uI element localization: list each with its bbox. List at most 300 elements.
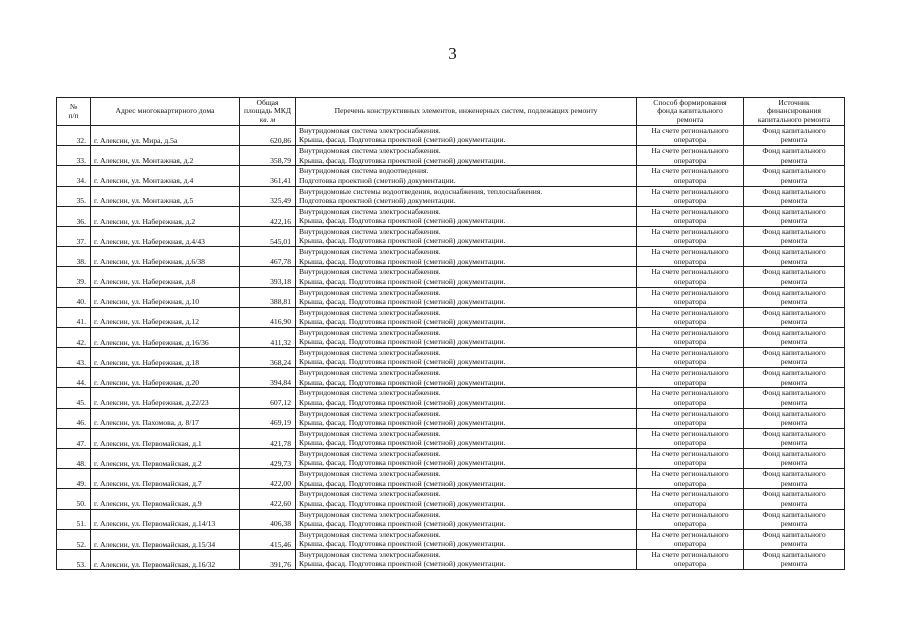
row-source [744,469,845,489]
row-works-line: Крыша, фасад. Подготовка проектной (сметной) документации. [299,337,506,347]
header-method-line: ремонта [676,114,704,124]
row-number: 38. [57,247,91,267]
row-area: 422,16 [240,206,296,226]
row-works [296,529,637,549]
row-area: 411,32 [240,327,296,347]
row-works-line: Внутридомовая система электроснабжения. [299,267,441,277]
row-source [744,549,845,569]
row-area: 422,60 [240,489,296,509]
row-works-line: Внутридомовая система электроснабжения. [299,226,441,236]
row-method [637,368,744,388]
row-works [296,186,637,206]
row-works-line: Внутридомовая система электроснабжения. [299,247,441,257]
row-address: г. Алексин, ул. Мира, д.5а [91,126,240,146]
row-works-line: Крыша, фасад. Подготовка проектной (сметной) документации. [299,518,506,528]
row-works-line: Крыша, фасад. Подготовка проектной (сметной) документации. [299,418,506,428]
row-method [637,408,744,428]
row-works [296,348,637,368]
header-num-line: № [69,102,78,112]
row-works [296,287,637,307]
row-method-line: оператора [673,357,707,367]
row-works-line: Внутридомовая система электроснабжения. [299,348,441,358]
row-source [744,449,845,469]
row-area: 394,84 [240,368,296,388]
row-method-line: На счете регионального [651,469,729,479]
table-row [57,146,845,166]
row-works-line: Крыша, фасад. Подготовка проектной (сметной) документации. [299,478,506,488]
row-source-line: Фонд капитального [762,247,826,257]
header-num [57,98,91,126]
page-number: 3 [448,44,457,63]
row-number: 33. [57,146,91,166]
row-area: 406,38 [240,509,296,529]
row-address: г. Алексин, ул. Набережная, д.10 [91,287,240,307]
table-row [57,529,845,549]
row-source-line: Фонд капитального [762,388,826,398]
row-source-line: ремонта [780,175,808,185]
table-row [57,267,845,287]
row-method-line: На счете регионального [651,388,729,398]
row-method-line: оператора [673,438,707,448]
row-method-line: оператора [673,539,707,549]
row-method-line: На счете регионального [651,549,729,559]
row-number: 41. [57,307,91,327]
row-method-line: На счете регионального [651,307,729,317]
row-number: 53. [57,549,91,569]
table-row [57,388,845,408]
row-works [296,509,637,529]
row-method [637,529,744,549]
row-source-line: ремонта [780,539,808,549]
row-method-line: На счете регионального [651,449,729,458]
row-method-line: На счете регионального [651,247,729,257]
row-works-line: Внутридомовая система электроснабжения. [299,408,441,418]
row-method-line: На счете регионального [651,166,729,176]
row-works-line: Крыша, фасад. Подготовка проектной (сметной) документации. [299,256,506,266]
row-area: 429,73 [240,449,296,469]
row-number: 32. [57,126,91,146]
row-number: 48. [57,449,91,469]
table-row [57,186,845,206]
row-source-line: ремонта [780,478,808,488]
header-method-line: Способ формирования [653,97,727,107]
row-method-line: На счете регионального [651,428,729,438]
row-area: 415,46 [240,529,296,549]
row-method-line: оператора [673,337,707,347]
row-source-line: Фонд капитального [762,267,826,277]
row-method-line: оператора [673,296,707,306]
row-number: 37. [57,226,91,246]
row-method-line: На счете регионального [651,509,729,519]
row-method [637,166,744,186]
row-source [744,388,845,408]
row-method [637,348,744,368]
row-address: г. Алексин, ул. Первомайская, д.7 [91,469,240,489]
row-area: 467,78 [240,247,296,267]
row-source-line: Фонд капитального [762,327,826,337]
row-source-line: ремонта [780,216,808,226]
header-works: Перечень конструктивных элементов, инженерных систем, подлежащих ремонту [296,98,637,126]
row-method [637,549,744,569]
row-works [296,549,637,569]
table-row [57,166,845,186]
row-address: г. Алексин, ул. Набережная, д.2 [91,206,240,226]
row-method-line: оператора [673,135,707,145]
table-row [57,206,845,226]
row-source-line: Фонд капитального [762,287,826,297]
table-row [57,549,845,569]
row-source-line: ремонта [780,317,808,327]
row-method [637,146,744,166]
row-method [637,469,744,489]
row-area: 368,24 [240,348,296,368]
header-address: Адрес многоквартирного дома [91,98,240,126]
row-source-line: ремонта [780,337,808,347]
row-source [744,287,845,307]
row-works [296,489,637,509]
row-address: г. Алексин, ул. Первомайская, д.14/13 [91,509,240,529]
table-row [57,449,845,469]
header-area [240,98,296,126]
row-method [637,428,744,448]
row-area: 620,86 [240,126,296,146]
row-source-line: ремонта [780,135,808,145]
row-source [744,226,845,246]
row-method-line: оператора [673,458,707,468]
row-source-line: Фонд капитального [762,226,826,236]
row-address: г. Алексин, ул. Первомайская, д.9 [91,489,240,509]
row-address: г. Алексин, ул. Монтажная, д.4 [91,166,240,186]
table-header-row [57,98,845,126]
row-works-line: Крыша, фасад. Подготовка проектной (сметной) документации. [299,296,506,306]
row-works [296,469,637,489]
row-source-line: Фонд капитального [762,549,826,559]
row-works-line: Крыша, фасад. Подготовка проектной (сметной) документации. [299,539,506,549]
row-works-line: Внутридомовая система электроснабжения. [299,126,441,135]
table-row [57,247,845,267]
row-source-line: ремонта [780,357,808,367]
row-method-line: На счете регионального [651,529,729,539]
header-method [637,98,744,126]
row-area: 361,41 [240,166,296,186]
row-source [744,186,845,206]
header-num-line: п/п [68,110,79,120]
row-works [296,166,637,186]
table-row [57,226,845,246]
row-works-line: Внутридомовая система электроснабжения. [299,206,441,216]
row-source [744,126,845,146]
row-method-line: оператора [673,236,707,246]
row-method-line: На счете регионального [651,206,729,216]
row-method-line: На счете регионального [651,368,729,378]
row-method-line: На счете регионального [651,489,729,499]
row-method-line: На счете регионального [651,267,729,277]
row-area: 416,90 [240,307,296,327]
row-method-line: оператора [673,276,707,286]
header-source-line: финансирования [767,106,821,116]
row-method [637,247,744,267]
row-method [637,126,744,146]
row-works-line: Крыша, фасад. Подготовка проектной (сметной) документации. [299,377,506,387]
row-source-line: Фонд капитального [762,307,826,317]
header-area-unit: кв. м [259,114,276,124]
table-row [57,428,845,448]
row-address: г. Алексин, ул. Набережная, д.16/36 [91,327,240,347]
row-source-line: ремонта [780,377,808,387]
row-works [296,368,637,388]
row-source-line: ремонта [780,559,808,569]
row-works [296,449,637,469]
table-row [57,408,845,428]
row-source-line: ремонта [780,458,808,468]
row-method-line: оператора [673,155,707,165]
row-number: 50. [57,489,91,509]
row-works [296,206,637,226]
row-works-line: Внутридомовая система электроснабжения. [299,287,441,297]
header-source-line: капитального ремонта [757,114,831,124]
row-works-line: Внутридомовая система электроснабжения. [299,489,441,499]
row-number: 35. [57,186,91,206]
header-area-line: площадь МКД [243,106,292,116]
row-number: 51. [57,509,91,529]
row-works [296,388,637,408]
row-source [744,247,845,267]
row-method-line: оператора [673,256,707,266]
row-number: 43. [57,348,91,368]
row-works-line: Крыша, фасад. Подготовка проектной (сметной) документации. [299,236,506,246]
row-area: 545,01 [240,226,296,246]
row-address: г. Алексин, ул. Первомайская, д.15/34 [91,529,240,549]
row-source-line: ремонта [780,498,808,508]
row-number: 46. [57,408,91,428]
row-method [637,307,744,327]
row-source-line: ремонта [780,418,808,428]
row-address: г. Алексин, ул. Набережная, д.8 [91,267,240,287]
table-row [57,307,845,327]
row-address: г. Алексин, ул. Монтажная, д.2 [91,146,240,166]
row-source-line: ремонта [780,397,808,407]
row-area: 393,18 [240,267,296,287]
row-source [744,146,845,166]
row-works [296,327,637,347]
row-area: 421,78 [240,428,296,448]
row-method [637,206,744,226]
row-works-line: Внутридомовая система электроснабжения. [299,388,441,398]
row-method-line: На счете регионального [651,126,729,135]
row-area: 388,81 [240,287,296,307]
table-row [57,469,845,489]
row-works [296,267,637,287]
row-address: г. Алексин, ул. Набережная, д.12 [91,307,240,327]
row-source [744,267,845,287]
row-number: 44. [57,368,91,388]
row-works-line: Крыша, фасад. Подготовка проектной (сметной) документации. [299,276,506,286]
row-works-line: Внутридомовая система электроснабжения. [299,529,441,539]
row-source [744,348,845,368]
row-source-line: Фонд капитального [762,126,826,135]
row-method-line: оператора [673,518,707,528]
table-row [57,368,845,388]
row-works-line: Крыша, фасад. Подготовка проектной (сметной) документации. [299,498,506,508]
row-works [296,247,637,267]
row-number: 42. [57,327,91,347]
row-works-line: Крыша, фасад. Подготовка проектной (сметной) документации. [299,559,506,569]
row-area: 325,49 [240,186,296,206]
row-works [296,428,637,448]
row-method-line: На счете регионального [651,287,729,297]
row-address: г. Алексин, ул. Первомайская, д.2 [91,449,240,469]
row-address: г. Алексин, ул. Набережная, д.4/43 [91,226,240,246]
row-source-line: ремонта [780,276,808,286]
row-source-line: ремонта [780,236,808,246]
row-address: г. Алексин, ул. Первомайская, д.1 [91,428,240,448]
row-area: 391,76 [240,549,296,569]
row-source-line: ремонта [780,518,808,528]
row-works-line: Крыша, фасад. Подготовка проектной (сметной) документации. [299,397,506,407]
row-method [637,388,744,408]
row-source [744,206,845,226]
row-source-line: ремонта [780,256,808,266]
row-address: г. Алексин, ул. Первомайская, д.16/32 [91,549,240,569]
row-source [744,529,845,549]
row-method [637,267,744,287]
row-number: 39. [57,267,91,287]
row-address: г. Алексин, ул. Пахомова, д. 8/17 [91,408,240,428]
row-works-line: Крыша, фасад. Подготовка проектной (сметной) документации. [299,317,506,327]
row-method [637,287,744,307]
row-method-line: оператора [673,559,707,569]
row-source-line: Фонд капитального [762,408,826,418]
table-row [57,126,845,146]
row-source-line: Фонд капитального [762,449,826,458]
row-number: 34. [57,166,91,186]
row-works-line: Крыша, фасад. Подготовка проектной (сметной) документации. [299,458,506,468]
row-source-line: ремонта [780,155,808,165]
row-works-line: Внутридомовая система электроснабжения. [299,327,441,337]
row-works-line: Внутридомовая система электроснабжения. [299,549,441,559]
row-area: 358,79 [240,146,296,166]
header-area-line: Общая [256,97,279,107]
row-works [296,146,637,166]
row-number: 49. [57,469,91,489]
repair-program-table [56,97,845,570]
row-source [744,428,845,448]
row-source [744,307,845,327]
row-method-line: На счете регионального [651,408,729,418]
table-body [57,126,845,570]
row-method [637,327,744,347]
row-works-line: Внутридомовые системы водоотведения, водоснабжения, теплоснабжения. [299,186,543,196]
table-row [57,327,845,347]
row-method-line: оператора [673,377,707,387]
row-source-line: Фонд капитального [762,206,826,216]
row-area: 422,00 [240,469,296,489]
row-address: г. Алексин, ул. Набережная, д.20 [91,368,240,388]
row-source-line: Фонд капитального [762,348,826,358]
row-source [744,327,845,347]
row-source-line: Фонд капитального [762,489,826,499]
row-method-line: На счете регионального [651,327,729,337]
header-method-line: фонда капитального [657,106,723,116]
row-number: 45. [57,388,91,408]
row-works-line: Внутридомовая система электроснабжения. [299,368,441,378]
row-source-line: Фонд капитального [762,469,826,479]
table-row [57,348,845,368]
row-works-line: Внутридомовая система электроснабжения. [299,307,441,317]
row-works-line: Крыша, фасад. Подготовка проектной (сметной) документации. [299,438,506,448]
row-method-line: оператора [673,498,707,508]
row-method-line: оператора [673,397,707,407]
row-number: 52. [57,529,91,549]
table-row [57,509,845,529]
row-method-line: На счете регионального [651,348,729,358]
row-method [637,449,744,469]
row-method-line: оператора [673,418,707,428]
row-source-line: Фонд капитального [762,368,826,378]
row-method [637,489,744,509]
row-number: 40. [57,287,91,307]
header-source-line: Источник [778,97,810,107]
row-works-line: Крыша, фасад. Подготовка проектной (сметной) документации. [299,135,506,145]
row-source [744,408,845,428]
row-number: 47. [57,428,91,448]
row-source-line: ремонта [780,195,808,205]
row-works [296,226,637,246]
row-source [744,509,845,529]
row-address: г. Алексин, ул. Набережная, д.22/23 [91,388,240,408]
row-method-line: На счете регионального [651,146,729,156]
row-works-line: Крыша, фасад. Подготовка проектной (сметной) документации. [299,155,506,165]
row-source-line: ремонта [780,296,808,306]
row-method [637,509,744,529]
row-method-line: оператора [673,478,707,488]
row-works [296,307,637,327]
row-source-line: Фонд капитального [762,146,826,156]
row-source [744,489,845,509]
row-works-line: Внутридомовая система электроснабжения. [299,469,441,479]
row-method-line: оператора [673,195,707,205]
row-works-line: Внутридомовая система электроснабжения. [299,449,441,458]
row-method [637,186,744,206]
row-address: г. Алексин, ул. Набережная, д.18 [91,348,240,368]
row-method-line: оператора [673,317,707,327]
row-source-line: Фонд капитального [762,509,826,519]
row-works-line: Внутридомовая система электроснабжения. [299,509,441,519]
row-works-line: Крыша, фасад. Подготовка проектной (сметной) документации. [299,216,506,226]
row-source-line: Фонд капитального [762,529,826,539]
row-works [296,126,637,146]
table-row [57,489,845,509]
row-works-line: Внутридомовая система электроснабжения. [299,428,441,438]
row-works-line: Подготовка проектной (сметной) документации. [299,175,456,185]
row-works-line: Внутридомовая система водоотведения. [299,166,429,176]
row-works-line: Крыша, фасад. Подготовка проектной (сметной) документации. [299,357,506,367]
row-method [637,226,744,246]
row-source-line: ремонта [780,438,808,448]
header-source [744,98,845,126]
row-address: г. Алексин, ул. Монтажная, д.5 [91,186,240,206]
row-area: 469,19 [240,408,296,428]
row-source [744,166,845,186]
row-method-line: оператора [673,216,707,226]
row-area: 607,12 [240,388,296,408]
table-row [57,287,845,307]
row-source-line: Фонд капитального [762,166,826,176]
row-address: г. Алексин, ул. Набережная, д.6/38 [91,247,240,267]
row-source-line: Фонд капитального [762,186,826,196]
row-source [744,368,845,388]
row-method-line: На счете регионального [651,186,729,196]
